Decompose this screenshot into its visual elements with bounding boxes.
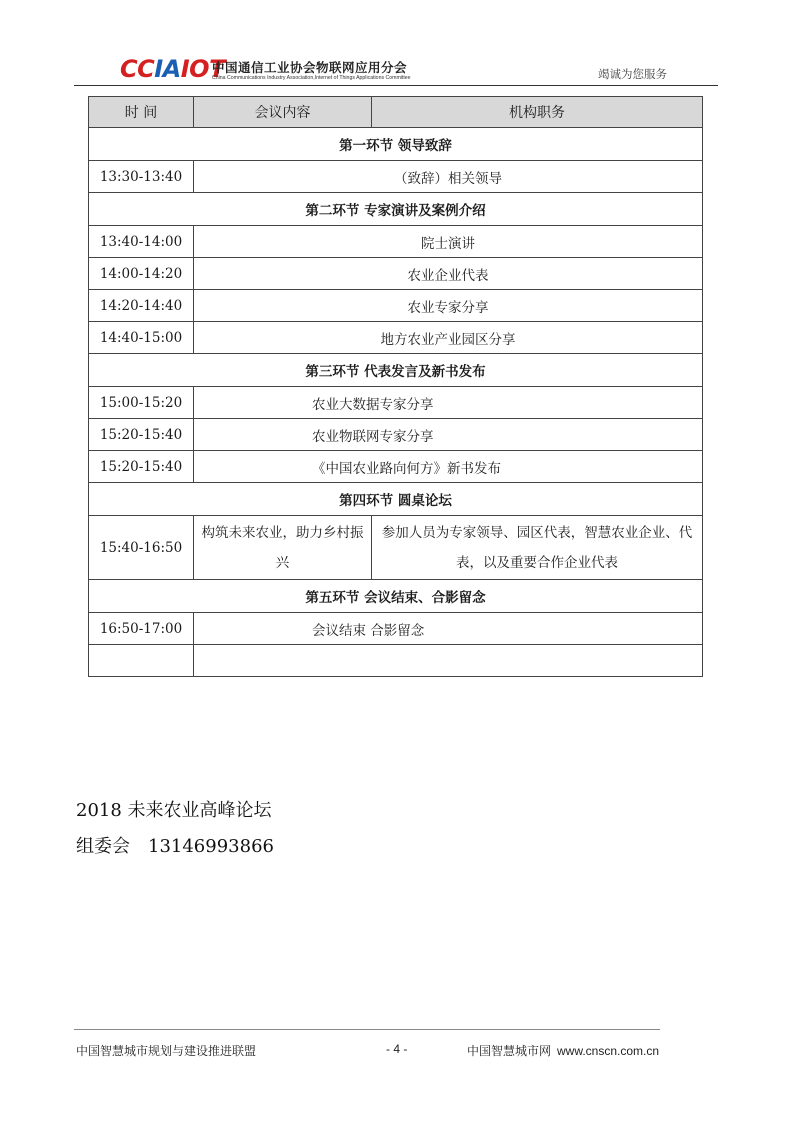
topic-cell: 构筑未来农业，助力乡村振兴: [194, 516, 372, 580]
table-row: [89, 290, 703, 322]
contact-label: 组委会: [76, 836, 130, 857]
empty-cell: [89, 645, 194, 677]
table-row: [89, 226, 703, 258]
agenda-table: [88, 96, 703, 677]
time-cell: 15:20-15:40: [89, 419, 194, 451]
time-cell: 14:20-14:40: [89, 290, 194, 322]
empty-row: [89, 645, 703, 677]
time-cell: 16:50-17:00: [89, 613, 194, 645]
time-cell: 14:40-15:00: [89, 322, 194, 354]
section-row: [89, 483, 703, 516]
cciaiot-logo: CCIAIOT: [120, 55, 225, 83]
participants-cell: 参加人员为专家领导、园区代表，智慧农业企业、代表，以及重要合作企业代表: [372, 516, 703, 580]
section-title: 第五环节 会议结束、合影留念: [89, 580, 703, 613]
content-cell: 地方农业产业园区分享: [194, 322, 703, 354]
page-header: [0, 0, 794, 90]
table-row: [89, 516, 703, 580]
header-content: 会议内容: [194, 97, 372, 128]
section-title: 第一环节 领导致辞: [89, 128, 703, 161]
section-row: [89, 128, 703, 161]
table-row: [89, 419, 703, 451]
table-row: [89, 161, 703, 193]
content-cell: 会议结束 合影留念: [194, 613, 703, 645]
footer-org: 中国智慧城市规划与建设推进联盟: [76, 1044, 257, 1058]
header-tagline: 竭诚为您服务: [598, 67, 667, 81]
time-cell: 15:00-15:20: [89, 387, 194, 419]
section-row: [89, 580, 703, 613]
footer-site-name: 中国智慧城市网: [467, 1044, 552, 1058]
content-cell: 《中国农业路向何方》新书发布: [194, 451, 703, 483]
content-cell: 院士演讲: [194, 226, 703, 258]
forum-title: 2018 未来农业高峰论坛: [76, 800, 272, 821]
footer-url: www.cnscn.com.cn: [557, 1044, 660, 1058]
footer-site: [467, 1042, 659, 1059]
footer-divider: [74, 1029, 660, 1030]
contact-line: [76, 832, 274, 858]
content-cell: 农业企业代表: [194, 258, 703, 290]
org-name-en: China Communications Industry Association,Internet of Things Applications Committee: [212, 75, 411, 81]
content-cell: 农业物联网专家分享: [194, 419, 703, 451]
time-cell: 13:40-14:00: [89, 226, 194, 258]
section-title: 第二环节 专家演讲及案例介绍: [89, 193, 703, 226]
empty-cell: [194, 645, 703, 677]
table-row: [89, 322, 703, 354]
content-cell: 农业大数据专家分享: [194, 387, 703, 419]
header-divider: [74, 85, 718, 86]
section-row: [89, 354, 703, 387]
section-title: 第四环节 圆桌论坛: [89, 483, 703, 516]
section-title: 第三环节 代表发言及新书发布: [89, 354, 703, 387]
contact-phone: 13146993866: [148, 836, 274, 857]
content-cell: （致辞）相关领导: [194, 161, 703, 193]
header-time: 时 间: [89, 97, 194, 128]
section-row: [89, 193, 703, 226]
content-cell: 农业专家分享: [194, 290, 703, 322]
time-cell: 15:20-15:40: [89, 451, 194, 483]
header-role: 机构职务: [372, 97, 703, 128]
table-row: [89, 451, 703, 483]
table-row: [89, 258, 703, 290]
time-cell: 14:00-14:20: [89, 258, 194, 290]
time-cell: 15:40-16:50: [89, 516, 194, 580]
page-number: - 4 -: [386, 1042, 408, 1056]
table-row: [89, 387, 703, 419]
org-name-cn: 中国通信工业协会物联网应用分会: [212, 60, 408, 75]
table-row: [89, 613, 703, 645]
table-header-row: [89, 97, 703, 128]
time-cell: 13:30-13:40: [89, 161, 194, 193]
